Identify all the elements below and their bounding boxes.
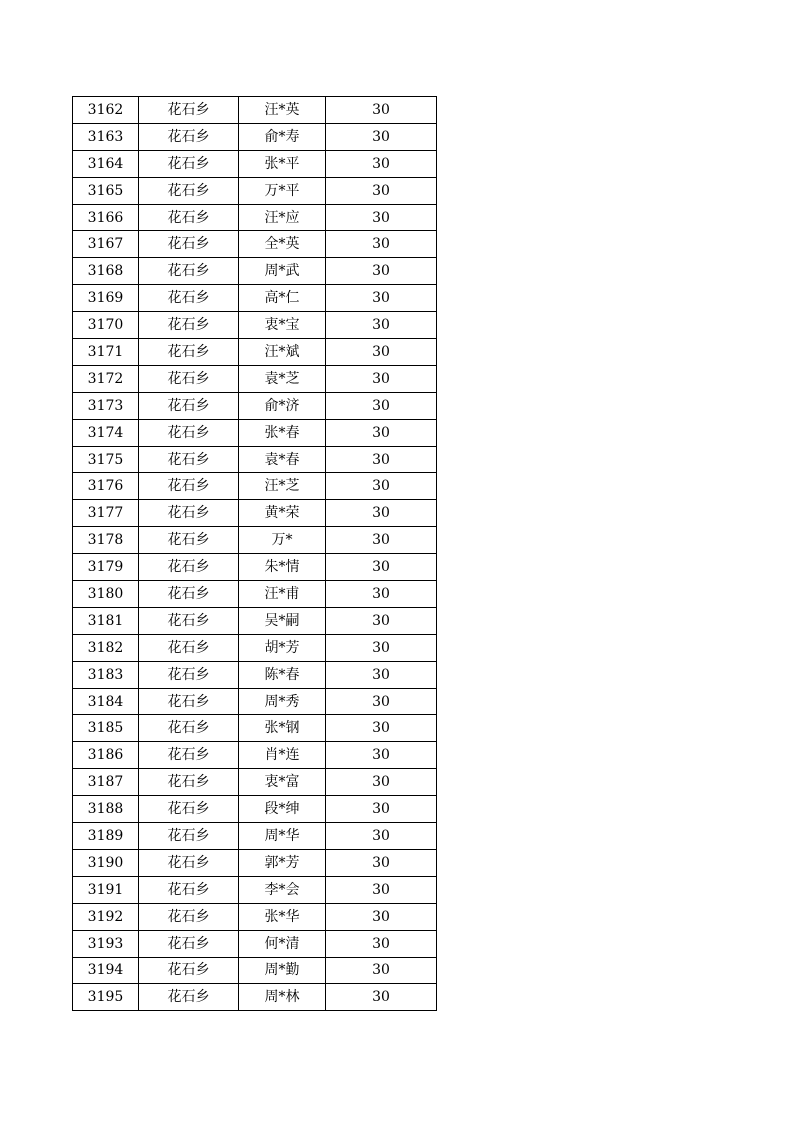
row-number-cell: 3167: [73, 231, 139, 258]
township-cell: 花石乡: [139, 339, 239, 366]
amount-cell: 30: [326, 97, 437, 124]
township-cell: 花石乡: [139, 957, 239, 984]
amount-cell: 30: [326, 312, 437, 339]
amount-cell: 30: [326, 123, 437, 150]
amount-cell: 30: [326, 634, 437, 661]
township-cell: 花石乡: [139, 823, 239, 850]
row-number-cell: 3162: [73, 97, 139, 124]
name-cell: 周*秀: [239, 688, 326, 715]
table-row: [73, 634, 437, 661]
township-cell: 花石乡: [139, 796, 239, 823]
township-cell: 花石乡: [139, 554, 239, 581]
name-cell: 李*会: [239, 876, 326, 903]
amount-cell: 30: [326, 419, 437, 446]
row-number-cell: 3182: [73, 634, 139, 661]
name-cell: 全*英: [239, 231, 326, 258]
township-cell: 花石乡: [139, 688, 239, 715]
amount-cell: 30: [326, 177, 437, 204]
township-cell: 花石乡: [139, 231, 239, 258]
township-cell: 花石乡: [139, 312, 239, 339]
row-number-cell: 3166: [73, 204, 139, 231]
table-row: [73, 392, 437, 419]
amount-cell: 30: [326, 742, 437, 769]
amount-cell: 30: [326, 876, 437, 903]
table-row: [73, 473, 437, 500]
table-row: [73, 661, 437, 688]
row-number-cell: 3175: [73, 446, 139, 473]
row-number-cell: 3179: [73, 554, 139, 581]
township-cell: 花石乡: [139, 97, 239, 124]
table-row: [73, 231, 437, 258]
table-row: [73, 285, 437, 312]
table-row: [73, 742, 437, 769]
table-row: [73, 177, 437, 204]
table-row: [73, 339, 437, 366]
amount-cell: 30: [326, 688, 437, 715]
township-cell: 花石乡: [139, 930, 239, 957]
amount-cell: 30: [326, 500, 437, 527]
township-cell: 花石乡: [139, 581, 239, 608]
name-cell: 衷*宝: [239, 312, 326, 339]
amount-cell: 30: [326, 984, 437, 1011]
township-cell: 花石乡: [139, 419, 239, 446]
township-cell: 花石乡: [139, 392, 239, 419]
township-cell: 花石乡: [139, 258, 239, 285]
row-number-cell: 3184: [73, 688, 139, 715]
row-number-cell: 3169: [73, 285, 139, 312]
name-cell: 衷*富: [239, 769, 326, 796]
township-cell: 花石乡: [139, 607, 239, 634]
amount-cell: 30: [326, 849, 437, 876]
table-row: [73, 365, 437, 392]
name-cell: 胡*芳: [239, 634, 326, 661]
row-number-cell: 3164: [73, 150, 139, 177]
row-number-cell: 3190: [73, 849, 139, 876]
name-cell: 朱*情: [239, 554, 326, 581]
township-cell: 花石乡: [139, 285, 239, 312]
name-cell: 俞*济: [239, 392, 326, 419]
amount-cell: 30: [326, 204, 437, 231]
name-cell: 郭*芳: [239, 849, 326, 876]
row-number-cell: 3180: [73, 581, 139, 608]
name-cell: 汪*应: [239, 204, 326, 231]
row-number-cell: 3173: [73, 392, 139, 419]
table-row: [73, 581, 437, 608]
amount-cell: 30: [326, 339, 437, 366]
township-cell: 花石乡: [139, 849, 239, 876]
township-cell: 花石乡: [139, 634, 239, 661]
name-cell: 周*武: [239, 258, 326, 285]
table-row: [73, 849, 437, 876]
table-row: [73, 500, 437, 527]
township-cell: 花石乡: [139, 500, 239, 527]
township-cell: 花石乡: [139, 150, 239, 177]
name-cell: 汪*芝: [239, 473, 326, 500]
township-cell: 花石乡: [139, 365, 239, 392]
row-number-cell: 3193: [73, 930, 139, 957]
amount-cell: 30: [326, 231, 437, 258]
table-row: [73, 688, 437, 715]
township-cell: 花石乡: [139, 984, 239, 1011]
name-cell: 吴*嗣: [239, 607, 326, 634]
row-number-cell: 3174: [73, 419, 139, 446]
township-cell: 花石乡: [139, 473, 239, 500]
table-row: [73, 312, 437, 339]
township-cell: 花石乡: [139, 715, 239, 742]
row-number-cell: 3176: [73, 473, 139, 500]
name-cell: 何*清: [239, 930, 326, 957]
name-cell: 肖*连: [239, 742, 326, 769]
name-cell: 张*华: [239, 903, 326, 930]
table-row: [73, 715, 437, 742]
name-cell: 俞*寿: [239, 123, 326, 150]
township-cell: 花石乡: [139, 769, 239, 796]
data-table: [72, 96, 437, 1011]
table-row: [73, 957, 437, 984]
table-row: [73, 446, 437, 473]
name-cell: 周*林: [239, 984, 326, 1011]
amount-cell: 30: [326, 607, 437, 634]
name-cell: 万*平: [239, 177, 326, 204]
table-row: [73, 607, 437, 634]
table-row: [73, 258, 437, 285]
name-cell: 汪*斌: [239, 339, 326, 366]
amount-cell: 30: [326, 554, 437, 581]
township-cell: 花石乡: [139, 903, 239, 930]
row-number-cell: 3195: [73, 984, 139, 1011]
amount-cell: 30: [326, 392, 437, 419]
amount-cell: 30: [326, 581, 437, 608]
amount-cell: 30: [326, 365, 437, 392]
row-number-cell: 3183: [73, 661, 139, 688]
table-row: [73, 930, 437, 957]
amount-cell: 30: [326, 823, 437, 850]
name-cell: 段*绅: [239, 796, 326, 823]
table-row: [73, 903, 437, 930]
amount-cell: 30: [326, 661, 437, 688]
name-cell: 万*: [239, 527, 326, 554]
township-cell: 花石乡: [139, 527, 239, 554]
table-row: [73, 984, 437, 1011]
township-cell: 花石乡: [139, 123, 239, 150]
name-cell: 周*勤: [239, 957, 326, 984]
table-row: [73, 123, 437, 150]
name-cell: 袁*芝: [239, 365, 326, 392]
name-cell: 汪*英: [239, 97, 326, 124]
name-cell: 高*仁: [239, 285, 326, 312]
row-number-cell: 3171: [73, 339, 139, 366]
name-cell: 张*钢: [239, 715, 326, 742]
name-cell: 汪*甫: [239, 581, 326, 608]
amount-cell: 30: [326, 715, 437, 742]
township-cell: 花石乡: [139, 742, 239, 769]
amount-cell: 30: [326, 930, 437, 957]
table-row: [73, 204, 437, 231]
row-number-cell: 3177: [73, 500, 139, 527]
table-row: [73, 796, 437, 823]
table-body: [73, 97, 437, 1011]
row-number-cell: 3172: [73, 365, 139, 392]
amount-cell: 30: [326, 258, 437, 285]
name-cell: 袁*春: [239, 446, 326, 473]
township-cell: 花石乡: [139, 204, 239, 231]
row-number-cell: 3185: [73, 715, 139, 742]
township-cell: 花石乡: [139, 661, 239, 688]
row-number-cell: 3170: [73, 312, 139, 339]
name-cell: 黄*荣: [239, 500, 326, 527]
row-number-cell: 3178: [73, 527, 139, 554]
row-number-cell: 3165: [73, 177, 139, 204]
table-row: [73, 419, 437, 446]
row-number-cell: 3186: [73, 742, 139, 769]
row-number-cell: 3189: [73, 823, 139, 850]
row-number-cell: 3181: [73, 607, 139, 634]
name-cell: 陈*春: [239, 661, 326, 688]
row-number-cell: 3188: [73, 796, 139, 823]
table-row: [73, 97, 437, 124]
amount-cell: 30: [326, 150, 437, 177]
name-cell: 张*平: [239, 150, 326, 177]
row-number-cell: 3191: [73, 876, 139, 903]
row-number-cell: 3168: [73, 258, 139, 285]
table-row: [73, 876, 437, 903]
table-row: [73, 150, 437, 177]
name-cell: 张*春: [239, 419, 326, 446]
township-cell: 花石乡: [139, 177, 239, 204]
amount-cell: 30: [326, 769, 437, 796]
row-number-cell: 3163: [73, 123, 139, 150]
row-number-cell: 3194: [73, 957, 139, 984]
row-number-cell: 3192: [73, 903, 139, 930]
name-cell: 周*华: [239, 823, 326, 850]
amount-cell: 30: [326, 527, 437, 554]
amount-cell: 30: [326, 796, 437, 823]
amount-cell: 30: [326, 473, 437, 500]
table-row: [73, 554, 437, 581]
amount-cell: 30: [326, 285, 437, 312]
amount-cell: 30: [326, 957, 437, 984]
table-row: [73, 527, 437, 554]
row-number-cell: 3187: [73, 769, 139, 796]
township-cell: 花石乡: [139, 446, 239, 473]
table-row: [73, 823, 437, 850]
township-cell: 花石乡: [139, 876, 239, 903]
amount-cell: 30: [326, 446, 437, 473]
amount-cell: 30: [326, 903, 437, 930]
table-row: [73, 769, 437, 796]
